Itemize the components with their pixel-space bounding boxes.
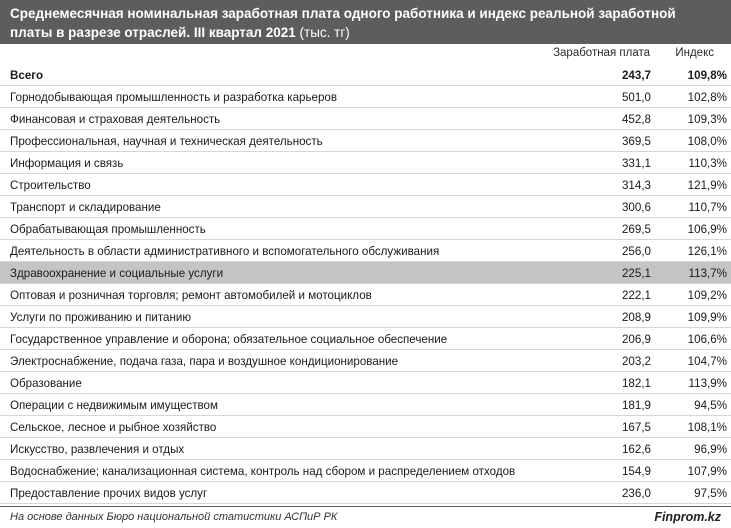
table-row: [0, 394, 731, 416]
salary-value: 154,9: [621, 465, 651, 478]
index-value: 97,5%: [694, 487, 727, 500]
salary-value: 162,6: [621, 443, 651, 456]
salary-value: 236,0: [621, 487, 651, 500]
total-row: [0, 64, 731, 86]
table-row: [0, 262, 731, 284]
industry-name: Государственное управление и оборона; обязательное социальное обеспечение: [10, 333, 448, 346]
industry-name: Деятельность в области административного и вспомогательного обслуживания: [10, 245, 440, 258]
index-value: 94,5%: [694, 399, 727, 412]
industry-name: Предоставление прочих видов услуг: [10, 487, 208, 500]
index-value: 109,2%: [687, 289, 727, 302]
brand-logo-text: Finprom.kz: [654, 510, 721, 524]
table-row: [0, 460, 731, 482]
index-value: 113,7%: [688, 267, 727, 280]
index-value: 126,1%: [687, 245, 727, 258]
industry-name: Транспорт и складирование: [10, 201, 161, 214]
industry-name: Искусство, развлечения и отдых: [10, 443, 185, 456]
table-row: [0, 174, 731, 196]
table-row: [0, 108, 731, 130]
table-row: [0, 306, 731, 328]
index-value: 102,8%: [687, 91, 727, 104]
industry-name: Водоснабжение; канализационная система, контроль над сбором и распределением отходов: [10, 465, 516, 478]
salary-value: 181,9: [621, 399, 651, 412]
table-row: [0, 218, 731, 240]
table-row: [0, 240, 731, 262]
salary-value: 222,1: [621, 289, 651, 302]
industry-name: Всего: [10, 69, 44, 82]
page-title: Среднемесячная номинальная заработная плата одного работника и индекс реальной заработной платы в разрезе отраслей. III квартал 2021: [10, 6, 676, 40]
table-row: [0, 416, 731, 438]
index-value: 109,3%: [687, 113, 727, 126]
salary-value: 243,7: [621, 69, 651, 82]
salary-value: 452,8: [621, 113, 651, 126]
footer: [0, 506, 731, 528]
industry-name: Здравоохранение и социальные услуги: [10, 267, 224, 280]
salary-value: 331,1: [621, 157, 651, 170]
salary-value: 208,9: [621, 311, 651, 324]
column-headers: [0, 44, 731, 64]
index-value: 110,3%: [688, 157, 727, 170]
salary-value: 203,2: [621, 355, 651, 368]
index-value: 109,8%: [687, 69, 727, 82]
industry-name: Образование: [10, 377, 82, 390]
index-value: 104,7%: [687, 355, 727, 368]
table-row: [0, 196, 731, 218]
industry-name: Информация и связь: [10, 157, 124, 170]
salary-value: 182,1: [621, 377, 651, 390]
title-unit: (тыс. тг): [299, 25, 350, 40]
title-band: [0, 0, 731, 44]
data-table: [0, 64, 731, 504]
industry-name: Оптовая и розничная торговля; ремонт автомобилей и мотоциклов: [10, 289, 372, 302]
index-value: 106,6%: [687, 333, 727, 346]
index-value: 121,9%: [687, 179, 727, 192]
salary-value: 225,1: [621, 267, 651, 280]
table-row: [0, 482, 731, 504]
source-note: На основе данных Бюро национальной статистики АСПиР РК: [10, 511, 338, 523]
salary-value: 369,5: [621, 135, 651, 148]
salary-value: 300,6: [621, 201, 651, 214]
industry-name: Строительство: [10, 179, 91, 192]
column-header-salary: Заработная плата: [553, 47, 650, 59]
column-header-index: Индекс: [675, 47, 714, 59]
industry-name: Финансовая и страховая деятельность: [10, 113, 221, 126]
index-value: 108,0%: [687, 135, 727, 148]
industry-name: Горнодобывающая промышленность и разработка карьеров: [10, 91, 338, 104]
industry-name: Услуги по проживанию и питанию: [10, 311, 192, 324]
salary-value: 501,0: [621, 91, 651, 104]
table-row: [0, 438, 731, 460]
salary-value: 206,9: [621, 333, 651, 346]
index-value: 96,9%: [694, 443, 727, 456]
table-row: [0, 86, 731, 108]
index-value: 110,7%: [688, 201, 727, 214]
table-row: [0, 284, 731, 306]
index-value: 108,1%: [687, 421, 727, 434]
table-row: [0, 328, 731, 350]
index-value: 109,9%: [687, 311, 727, 324]
table-row: [0, 130, 731, 152]
industry-name: Обрабатывающая промышленность: [10, 223, 206, 236]
index-value: 106,9%: [687, 223, 727, 236]
salary-value: 167,5: [621, 421, 651, 434]
table-row: [0, 372, 731, 394]
index-value: 113,9%: [688, 377, 727, 390]
industry-name: Профессиональная, научная и техническая деятельность: [10, 135, 323, 148]
salary-value: 269,5: [621, 223, 651, 236]
table-row: [0, 152, 731, 174]
industry-name: Сельское, лесное и рыбное хозяйство: [10, 421, 217, 434]
industry-name: Электроснабжение, подача газа, пара и воздушное кондиционирование: [10, 355, 399, 368]
salary-value: 256,0: [621, 245, 651, 258]
table-row: [0, 350, 731, 372]
index-value: 107,9%: [687, 465, 727, 478]
industry-name: Операции с недвижимым имуществом: [10, 399, 218, 412]
salary-value: 314,3: [621, 179, 651, 192]
